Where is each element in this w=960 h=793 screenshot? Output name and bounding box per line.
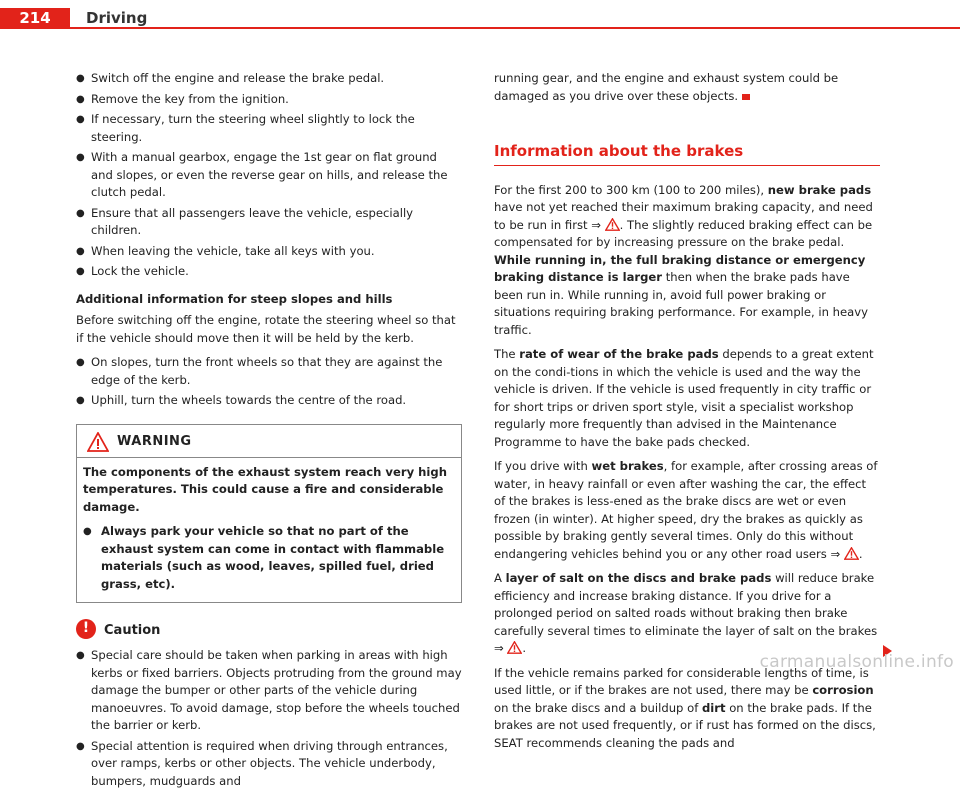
caution-label: Caution <box>104 623 161 638</box>
caution-bullet: ● Special care should be taken when parking in areas with high kerbs or fixed barriers. Objects protruding from the ground may damage the bumper or other parts of the vehicle during manoeuvres. To avoid damage, stop before the wheels touched the barrier or kerb. <box>76 647 462 735</box>
text: have not yet reached their maximum braking capacity, and need to be run in first <box>494 200 873 232</box>
text: depends to a great extent on the condi-tions in which the vehicle is used and the way the vehicle is driven. If the vehicle is used frequently in city traffic or for short trips or driven sport style, visit a specialist workshop regularly more frequently than advised in the Maintenance Programme to have the bake pads checked. <box>494 347 874 449</box>
text: If you drive with <box>494 459 588 473</box>
paragraph-new-pads: For the first 200 to 300 km (100 to 200 miles), new brake pads have not yet reached their maximum braking capacity, and need to be run in first ⇒ . The slightly reduced braking effect can be compensated for by increasing pressure on the brake pedal. While running in, the full braking distance or emergency braking distance is larger then when the brake pads have been run in. While running in, avoid full power braking or situations requiring braking performance. For example, in heavy traffic. <box>494 182 873 337</box>
slopes-paragraph: Before switching off the engine, rotate the steering wheel so that if the vehicle should move then it will be held by the kerb. <box>76 313 456 345</box>
warning-label: WARNING <box>117 433 192 449</box>
text: If the vehicle remains parked for considerable lengths of time, is used little, or if the brakes are not used, there may be <box>494 665 869 697</box>
emphasis: rate of wear of the brake pads <box>519 347 719 361</box>
emphasis: dirt <box>701 700 726 715</box>
arrow-symbol: ⇒ <box>494 641 504 655</box>
list-item: ● On slopes, turn the front wheels so that they are against the edge of the kerb. <box>76 354 462 389</box>
emphasis: layer of salt on the discs and brake pads <box>505 571 772 585</box>
list-item: ● Uphill, turn the wheels towards the centre of the road. <box>76 392 462 410</box>
caution-icon: ! <box>76 619 96 639</box>
emphasis: wet brakes <box>591 459 664 473</box>
warning-bullet: ● Always park your vehicle so that no part of the exhaust system can come in contact with flammable materials (such as wood, leaves, spilled fuel, dried grass, etc). <box>83 523 455 593</box>
caution-header <box>76 619 462 645</box>
arrow-symbol: ⇒ <box>591 217 601 232</box>
list-item: ● With a manual gearbox, engage the 1st gear on flat ground and slopes, or even the reverse gear on hills, and release the clutch pedal. <box>76 149 462 202</box>
warning-triangle-icon <box>844 547 859 560</box>
page-number: 214 <box>0 8 70 28</box>
text: The slightly reduced braking effect can be compensated for by increasing pressure on the brake pedal. <box>494 217 873 249</box>
warning-triangle-icon <box>605 218 620 231</box>
text: will reduce brake efficiency and increase braking distance. If you drive for a prolonged period on salted roads without braking then brake carefully several times to eliminate the layer of salt on the brakes <box>494 571 878 638</box>
emphasis: corrosion <box>812 683 874 697</box>
paragraph-wear <box>494 346 880 451</box>
header-rule <box>0 27 960 29</box>
list-item: ● If necessary, turn the steering wheel slightly to lock the steering. <box>76 111 462 146</box>
slopes-subheading: Additional information for steep slopes and hills <box>76 291 393 306</box>
arrow-symbol: ⇒ <box>830 546 841 561</box>
warning-text <box>77 464 461 594</box>
page-header <box>0 0 960 36</box>
warning-triangle-icon <box>87 432 109 452</box>
text: on the brake pads. If the brakes are not used frequently, or if rust has formed on the discs, SEAT recommends cleaning the pads and <box>494 700 876 750</box>
section-title: Driving <box>86 9 148 27</box>
text: The <box>494 347 516 361</box>
warning-triangle-icon <box>507 641 522 654</box>
warning-header <box>77 425 461 458</box>
list-item: ● Ensure that all passengers leave the vehicle, especially children. <box>76 205 462 240</box>
text: For the first 200 to 300 km (100 to 200 miles), <box>494 182 765 197</box>
left-column <box>76 70 462 793</box>
end-mark-icon <box>742 94 750 100</box>
list-item: ● Lock the vehicle. <box>76 263 462 281</box>
text: A <box>494 571 502 585</box>
watermark: carmanualsonline.info <box>759 652 954 672</box>
emphasis: While running in, the full braking distance or emergency braking distance is larger <box>494 252 866 284</box>
warning-box <box>76 424 462 604</box>
paragraph-wet-brakes: If you drive with wet brakes, for example, after crossing areas of water, in heavy rainfall or even after washing the car, the effect of the brakes is less-ened as the brake discs are wet or even frozen (in winter). At higher speed, dry the brakes as quickly as possible by braking gently several times. Only do this without endangering vehicles behind you or any other road users ⇒ . <box>494 459 878 561</box>
brakes-heading: Information about the brakes <box>494 143 880 166</box>
list-item: ● Remove the key from the ignition. <box>76 91 462 109</box>
continuation-text: running gear, and the engine and exhaust system could be damaged as you drive over these objects. <box>494 71 839 103</box>
text: then when the brake pads have been run in. While running in, avoid full power braking or situations requiring braking performance. For example, in heavy traffic. <box>494 270 868 337</box>
text: on the brake discs and a buildup of <box>494 700 699 715</box>
continuation-paragraph <box>494 70 880 105</box>
caution-bullet: ● Special attention is required when driving through entrances, over ramps, kerbs or other objects. The vehicle underbody, bumpers, mudguards and <box>76 738 462 791</box>
text: , for example, after crossing areas of water, in heavy rainfall or even after washing the car, the effect of the brakes is less-ened as the brake discs are wet or even frozen (in winter). At higher speed, dry the brakes as quickly as possible by braking gently several times. Only do this without endangering vehicles behind you or any other road users <box>494 459 878 561</box>
list-item: ● When leaving the vehicle, take all keys with you. <box>76 243 462 261</box>
list-item: ● Switch off the engine and release the brake pedal. <box>76 70 462 88</box>
emphasis: new brake pads <box>767 182 872 197</box>
warning-paragraph: The components of the exhaust system reach very high temperatures. This could cause a fire and considerable damage. <box>83 464 447 514</box>
paragraph-salt: A layer of salt on the discs and brake pads will reduce brake efficiency and increase braking distance. If you drive for a prolonged period on salted roads without braking then brake carefully several times to eliminate the layer of salt on the brakes ⇒ . <box>494 571 878 655</box>
